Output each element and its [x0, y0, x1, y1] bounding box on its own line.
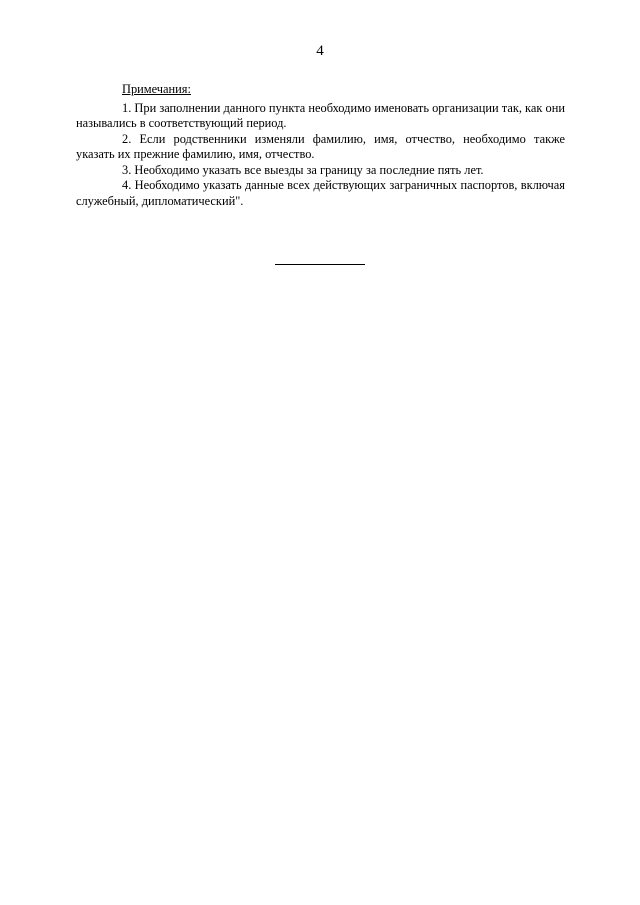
note-item-4: 4. Необходимо указать данные всех действующих заграничных паспортов, включая служебный, дипломатический".	[76, 178, 565, 208]
note-item-3: 3. Необходимо указать все выезды за границу за последние пять лет.	[122, 162, 484, 177]
notes-heading: Примечания:	[122, 82, 191, 96]
page-number: 4	[316, 43, 324, 59]
note-item-2: 2. Если родственники изменяли фамилию, имя, отчество, необходимо также указать их прежние фамилию, имя, отчество.	[76, 131, 565, 161]
end-of-document-line	[275, 264, 365, 265]
note-item-1: 1. При заполнении данного пункта необходимо именовать организации так, как они назывались в соответствующий период.	[76, 100, 565, 130]
notes-section	[76, 82, 565, 209]
